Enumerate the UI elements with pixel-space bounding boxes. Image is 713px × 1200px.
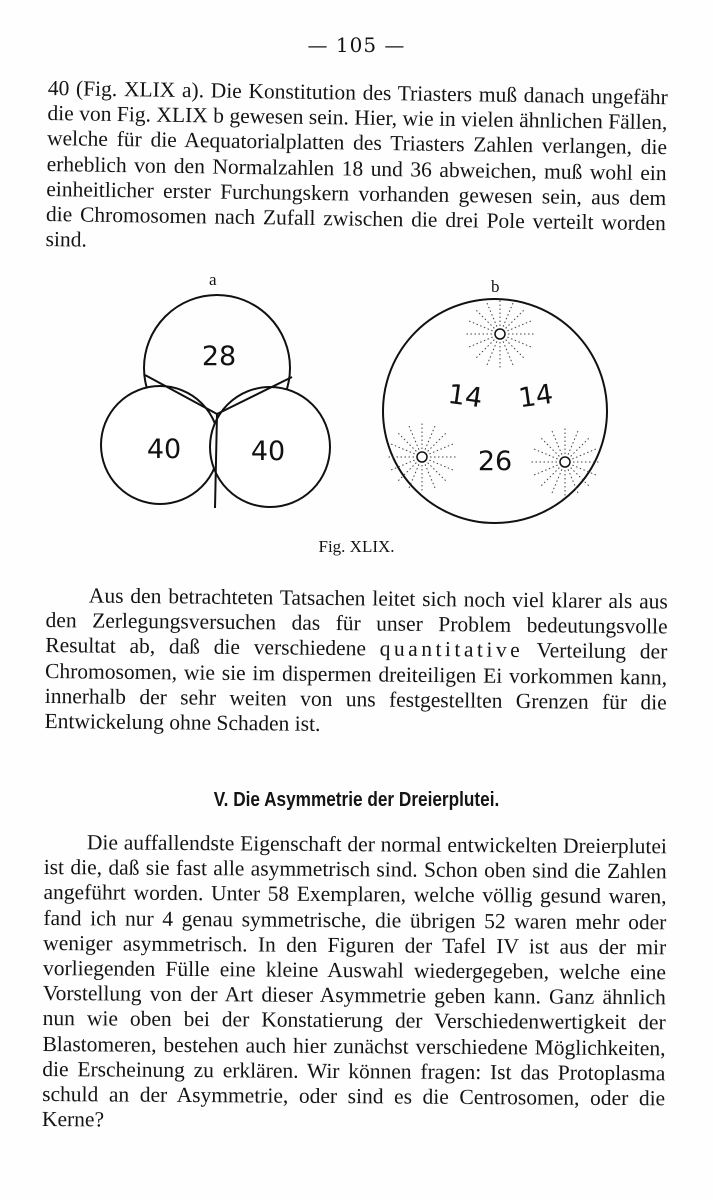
- paragraph-triaster-constitution: 40 (Fig. XLIX a). Die Konstitution des Triasters muß danach ungefähr die von Fig. XLIX b gewesen sein. Hier, wie in vielen ähnlichen Fällen, welche für die Aequatorialplatten des Triasters Zahlen verlangen, die erheblich von den Normalzahlen 18 und 36 abweichen, muß wohl ein einheitlicher erster Furchungskern vorhanden gewesen sein, aus dem die Chromosomen nach Zufall zwischen die drei Pole verteilt worden sind.: [45, 76, 668, 252]
- figure-label-a: a: [209, 270, 217, 289]
- paragraph-conclusion-start: Aus den betrachteten Tatsachen leitet sich noch viel klarer als aus den Zerlegungsversuchen das für unser Problem bedeutungsvolle Resultat ab, daß die verschiedene: [45, 583, 668, 661]
- spaced-emphasis-word: quantitative: [379, 636, 524, 663]
- page-number: — 105 —: [307, 33, 406, 57]
- figure-xlix-drawing: [0, 0, 713, 560]
- paragraph-asymmetry: Die auffallendste Eigenschaft der normal entwickelten Dreierplutei ist die, daß sie fast alle asymmetrisch sind. Schon oben sind die Zahlen angeführt worden. Unter 58 Exemplaren, welche völlig gesund waren, fand ich nur 4 genau symmetrische, die übrigen 52 waren mehr oder weniger asymmetrisch. In den Figuren der Tafel IV ist aus der mir vorliegenden Fülle eine kleine Auswahl wiedergegeben, welche eine Vorstellung von der Art dieser Asymmetrie geben kann. Ganz ähnlich nun wie oben bei der Konstatierung der Verschiedenwertigkeit der Blastomeren, bestehen auch hier zunächst verschiedene Möglichkeiten, die Erscheinung zu erklären. Wir können fragen: Ist das Protoplasma schuld an der Asymmetrie, oder sind es die Centrosomen, oder die Kerne?: [41, 830, 667, 1132]
- aster-left-icon: [388, 423, 456, 491]
- figure-b-number-center: 26: [477, 446, 513, 477]
- figure-a-number-right: 40: [250, 436, 286, 467]
- figure-caption: Fig. XLIX.: [318, 537, 395, 556]
- figure-b-number-left: 14: [446, 378, 485, 415]
- section-heading: V. Die Asymmetrie der Dreierplutei.: [213, 789, 500, 811]
- figure-b-triaster: [383, 299, 607, 523]
- aster-right-icon: [531, 428, 599, 496]
- aster-top-icon: [466, 300, 534, 368]
- figure-a-three-blastomeres: [101, 295, 330, 508]
- paragraph-conclusion: [44, 583, 668, 741]
- figure-a-number-top: 28: [201, 341, 237, 372]
- paragraph-conclusion-end: Verteilung der Chromosomen, wie sie im dispermen dreiteiligen Ei vorkommen kann, innerhalb der sehr weiten von uns festgestellten Grenzen für die Entwickelung ohne Schaden ist.: [44, 638, 668, 736]
- figure-a-number-left: 40: [146, 434, 182, 465]
- figure-b-number-right: 14: [516, 378, 555, 415]
- figure-label-b: b: [491, 277, 500, 296]
